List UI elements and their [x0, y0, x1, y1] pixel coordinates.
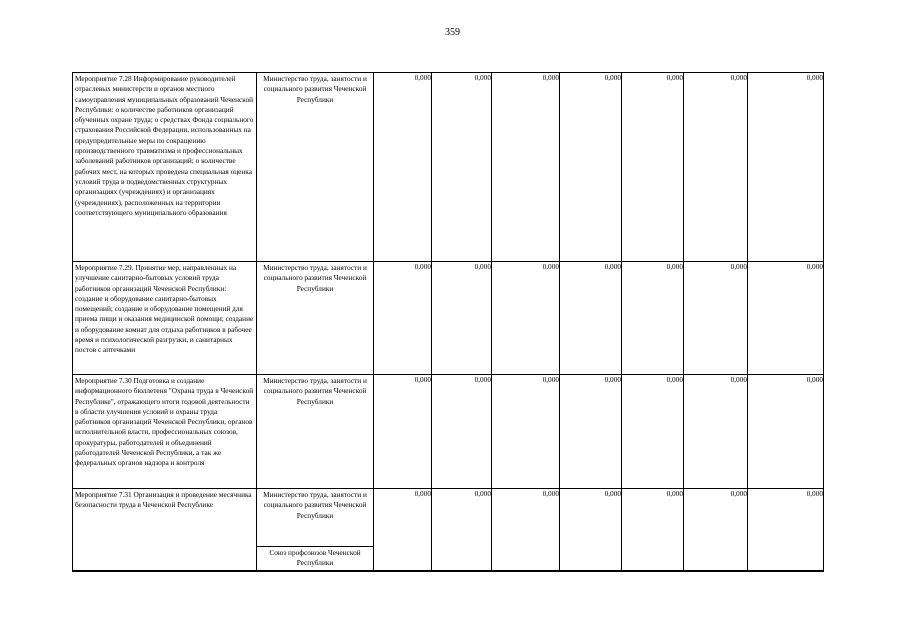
measure-description: Мероприятие 7.30 Подготовка и создание информационного бюллетеня "Охрана труда в Чеченской Республике", отражающего итоги годовой деятельности в области улучшения условий и охраны труда работников организаций Чеченской Республики, органов исполнительной власти, профессиональных союзов, прокуратуры, работодателей и объединений работодателей Чеченской Республики, а так же федеральных органов надзора и контроля [75, 376, 254, 468]
value-cell: 0,000 [492, 262, 560, 375]
co-responsible-org: Союз профсоюзов Чеченской Республики [257, 546, 373, 571]
value-cell: 0,000 [374, 262, 432, 375]
measure-description: Мероприятие 7.28 Информирование руководителей отраслевых министерств и органов местного самоуправления муниципальных образований Чеченской Республики: о количестве работников организаций обученных охране труда; о средствах Фонда социального страхования Российской Федерации, использованных на предупредительные меры по сокращению производственного травматизма и профессиональных заболеваний работников организаций; о количестве рабочих мест, на которых проведена специальная оценка условий труда в подведомственных структурных организациях (учреждениях) и организациях (учреждениях), расположенных на территории соответствующего муниципального образования [75, 74, 254, 217]
table-row [73, 262, 824, 375]
table-row [73, 73, 824, 262]
value-cell: 0,000 [622, 262, 684, 375]
value-cell: 0,000 [622, 73, 684, 262]
value-cell: 0,000 [748, 489, 824, 572]
value-cell: 0,000 [684, 489, 748, 572]
responsible-org: Министерство труда, занятости и социального развития Чеченской Республики [263, 74, 367, 104]
value-cell: 0,000 [560, 73, 622, 262]
table-row [73, 375, 824, 489]
value-cell: 0,000 [432, 73, 492, 262]
measure-description: Мероприятие 7.29. Принятие мер, направленных на улучшение санитарно-бытовых условий труда работников организаций Чеченской Республики: создание и оборудование санитарно-бытовых помещений; создание и оборудование помещений для приема пищи и оказания медицинской помощи; создание и оборудование комнат для отдыха работников в рабочее время и психологической разгрузки, и санитарных постов с аптечками [75, 263, 254, 355]
value-cell: 0,000 [560, 262, 622, 375]
value-cell: 0,000 [432, 489, 492, 572]
value-cell: 0,000 [560, 375, 622, 489]
value-cell: 0,000 [432, 262, 492, 375]
responsible-org: Министерство труда, занятости и социального развития Чеченской Республики [263, 376, 367, 406]
measure-description: Мероприятие 7.31 Организация и проведение месячника безопасности труда в Чеченской Республике [75, 490, 252, 510]
value-cell: 0,000 [374, 489, 432, 572]
budget-table [72, 72, 824, 572]
value-cell: 0,000 [492, 489, 560, 572]
value-cell: 0,000 [684, 262, 748, 375]
value-cell: 0,000 [684, 73, 748, 262]
value-cell: 0,000 [492, 375, 560, 489]
value-cell: 0,000 [622, 489, 684, 572]
value-cell: 0,000 [748, 262, 824, 375]
value-cell: 0,000 [748, 73, 824, 262]
value-cell: 0,000 [374, 73, 432, 262]
value-cell: 0,000 [560, 489, 622, 572]
value-cell: 0,000 [748, 375, 824, 489]
responsible-org: Министерство труда, занятости и социального развития Чеченской Республики [263, 263, 367, 293]
page-number: 359 [445, 27, 460, 38]
value-cell: 0,000 [622, 375, 684, 489]
value-cell: 0,000 [492, 73, 560, 262]
value-cell: 0,000 [374, 375, 432, 489]
value-cell: 0,000 [684, 375, 748, 489]
table-row [73, 489, 824, 572]
value-cell: 0,000 [432, 375, 492, 489]
responsible-org: Министерство труда, занятости и социального развития Чеченской Республики [263, 490, 367, 520]
